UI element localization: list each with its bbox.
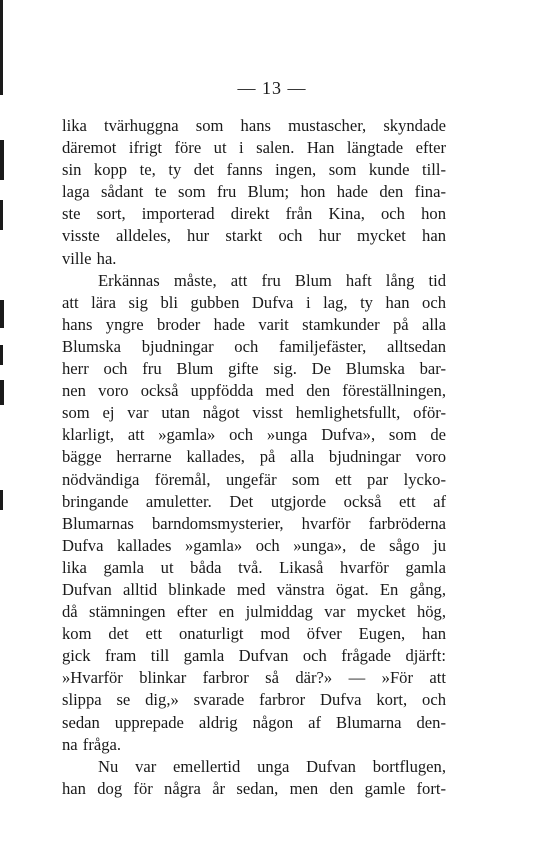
text-line: ville ha. (62, 248, 117, 268)
text-line: Dufvan alltid blinkade med vänstra ögat. En gång, (62, 579, 446, 599)
text-line: Blumarnas barndomsmysterier, hvarför farbröderna (62, 513, 446, 533)
text-line: sedan upprepade aldrig någon af Blumarna den- (62, 712, 446, 732)
text-line: visste alldeles, hur starkt och hur mycket han (62, 226, 446, 246)
text-line: Erkännas måste, att fru Blum haft lång tid (98, 270, 446, 290)
text-line: lika tvärhuggna som hans mustascher, skyndade (62, 116, 446, 135)
text-line: bringande amuletter. Det utgjorde också ett af (62, 491, 446, 511)
text-line: Blumska bjudningar och familjefäster, alltsedan (62, 336, 446, 356)
text-line: bägge herrarne kallades, på alla bjudningar voro (62, 447, 446, 467)
text-line: slippa se dig,» svarade farbror Dufva kort, och (62, 690, 446, 710)
text-line: att lära sig bli gubben Dufva i lag, ty han och (62, 292, 446, 312)
text-line: han dog för några år sedan, men den gamle fort- (62, 778, 446, 798)
body-text (62, 115, 446, 800)
text-line: däremot ifrigt före ut i salen. Han längtade efter (62, 138, 446, 158)
text-line: som ej var utan något visst hemlighetsfullt, oför- (62, 403, 446, 423)
page-number: — 13 — (237, 78, 307, 98)
text-line: gick fram till gamla Dufvan och frågade djärft: (62, 646, 446, 666)
text-line: nödvändiga föremål, ungefär som ett par lycko- (62, 469, 446, 489)
text-line: hans yngre broder hade varit stamkunder på alla (62, 314, 446, 334)
text-line: lika gamla ut båda två. Likaså hvarför gamla (62, 557, 446, 577)
page-edge-marks (0, 0, 18, 860)
text-line: nen voro också uppfödda med den föreställningen, (62, 381, 446, 401)
text-line: na fråga. (62, 734, 122, 754)
text-line: Dufva kallades »gamla» och »unga», de sågo ju (62, 535, 446, 555)
text-line: kom det ett onaturligt mod öfver Eugen, han (62, 624, 446, 644)
text-line: klarligt, att »gamla» och »unga Dufva», som de (62, 425, 446, 445)
text-line: »Hvarför blinkar farbror så där?» — »För att (62, 668, 446, 688)
text-line: herr och fru Blum gifte sig. De Blumska bar- (62, 359, 446, 379)
text-line: laga sådant te som fru Blum; hon hade den fina- (62, 182, 446, 202)
text-line: sin kopp te, ty det fanns ingen, som kunde till- (62, 160, 446, 180)
text-line: då stämningen efter en julmiddag var mycket hög, (62, 602, 446, 622)
text-line: ste sort, importerad direkt från Kina, och hon (62, 204, 446, 224)
text-line: Nu var emellertid unga Dufvan bortflugen, (98, 756, 446, 776)
